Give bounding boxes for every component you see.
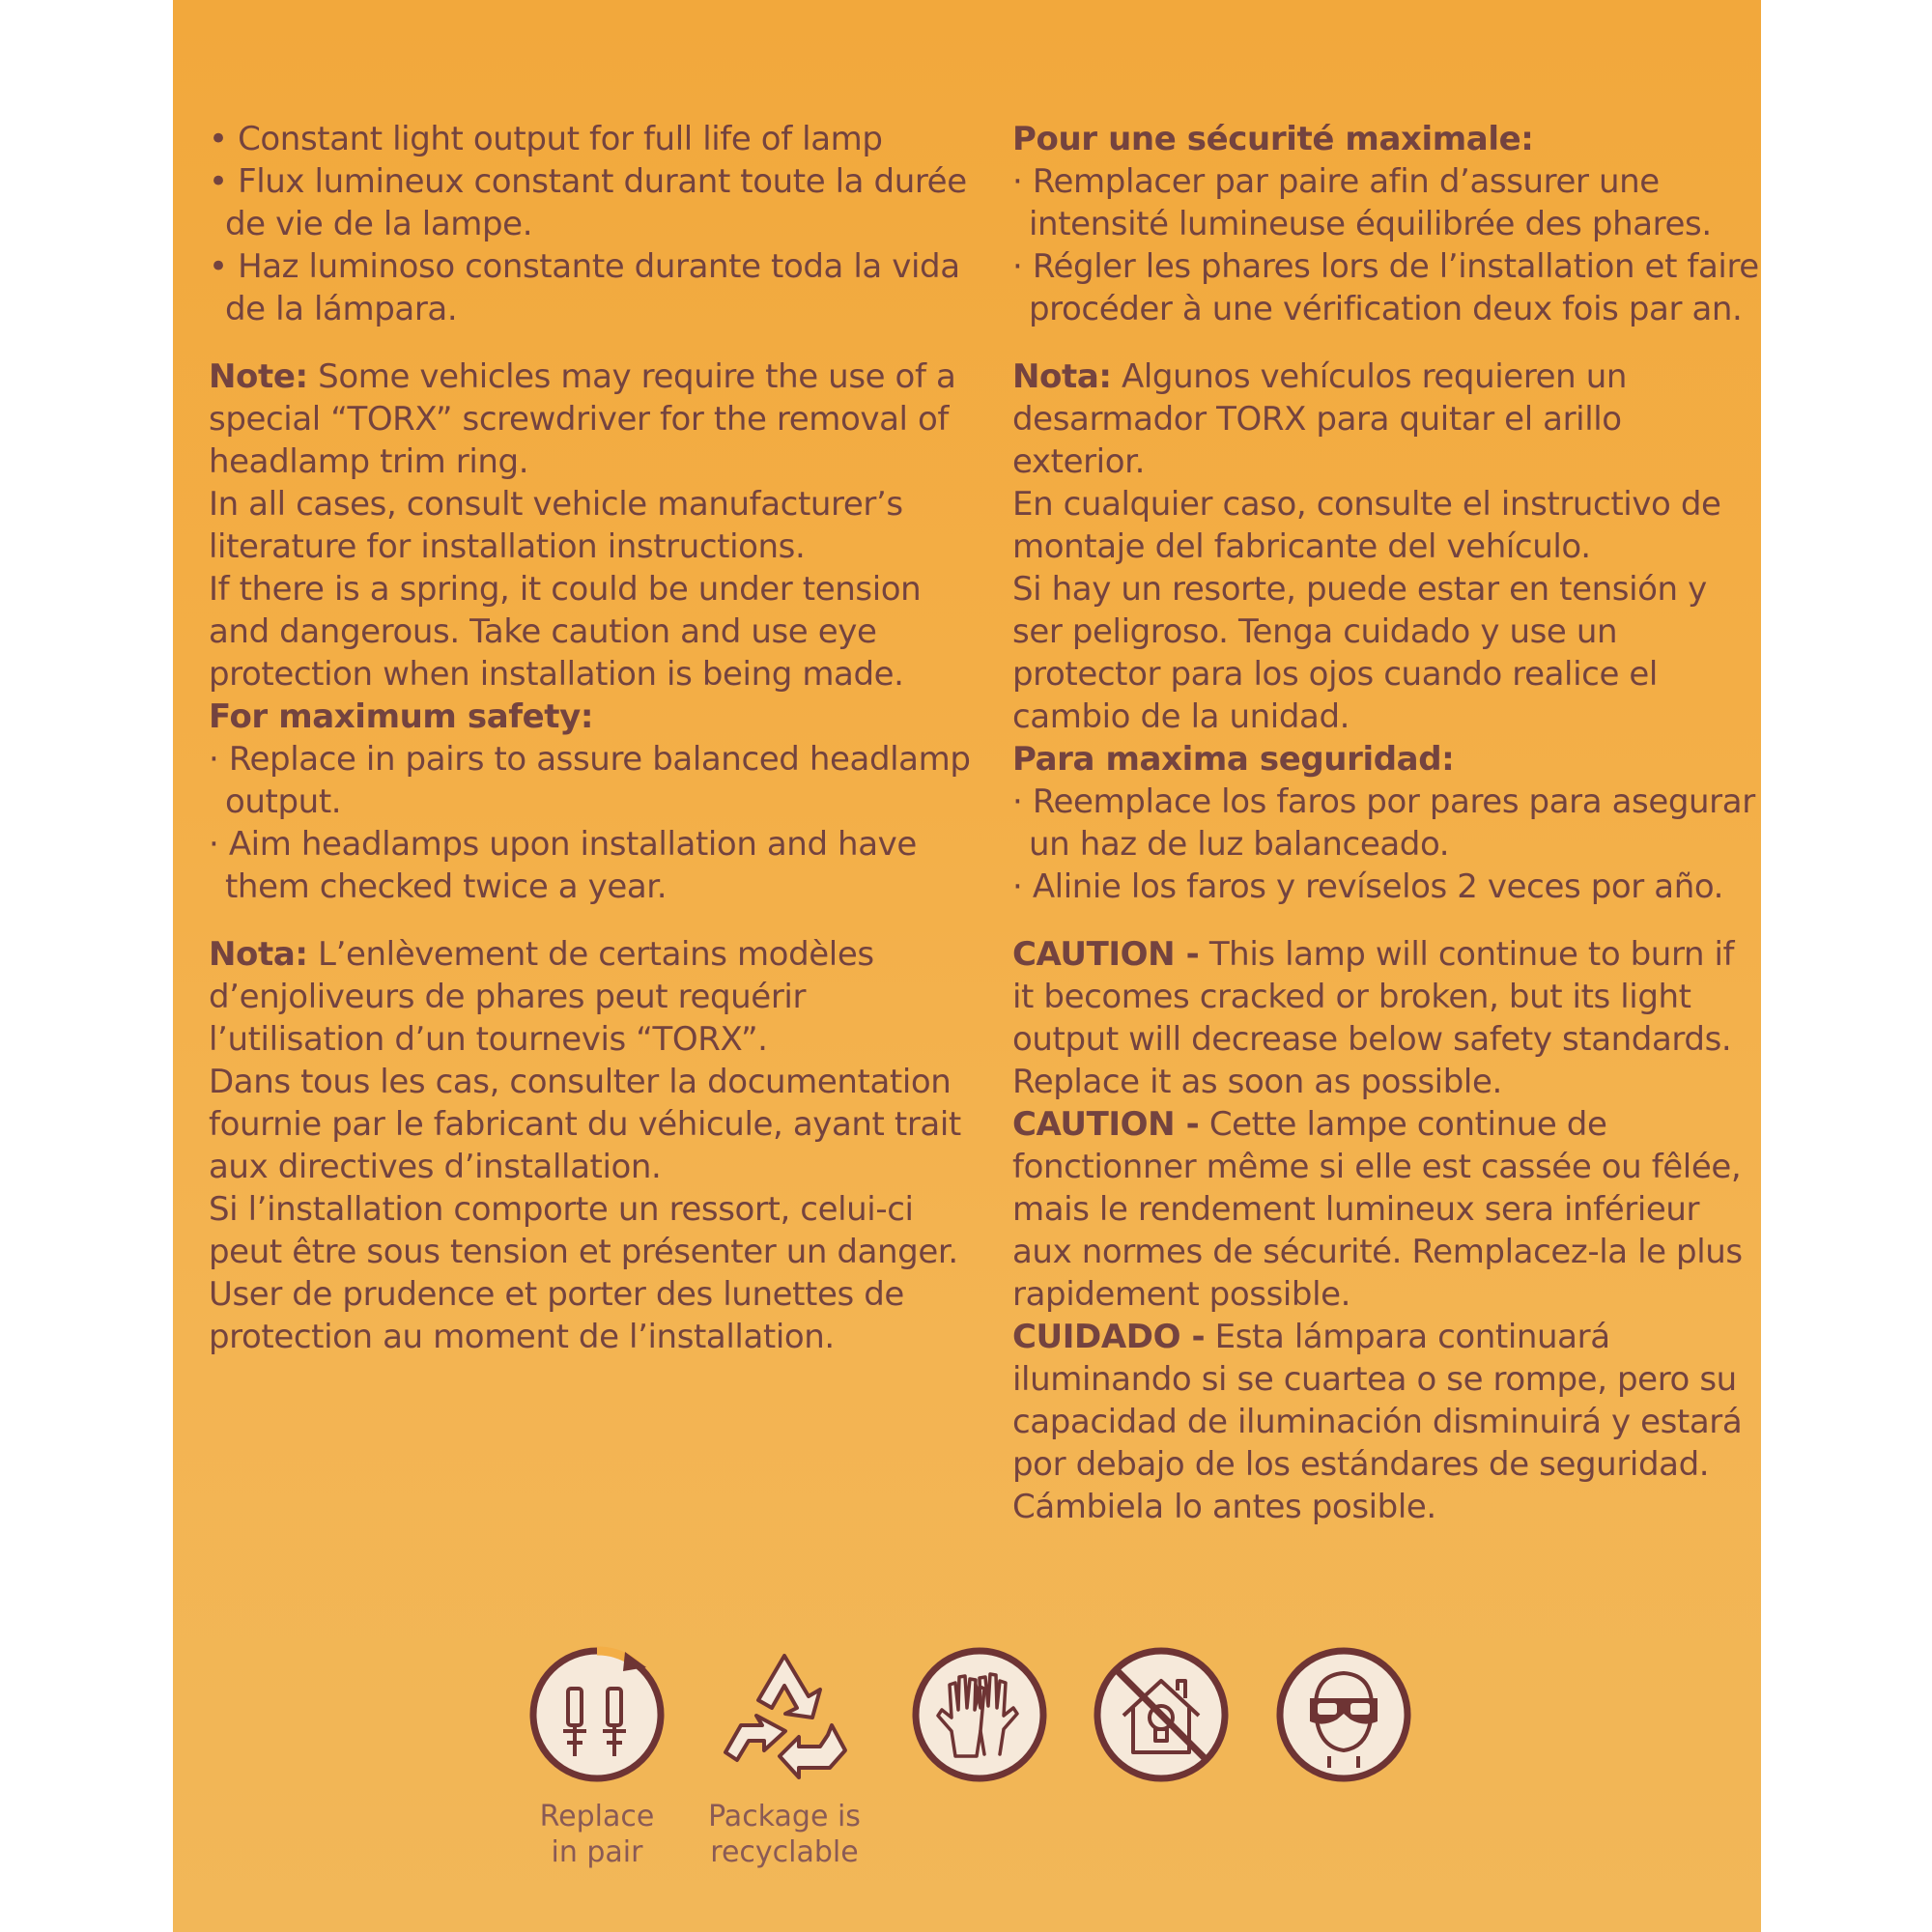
safety-fr-heading: Pour une sécurité maximale: — [1012, 120, 1534, 158]
recycle-icon — [712, 1642, 857, 1787]
icon-row — [173, 1642, 1761, 1932]
package-back-panel — [173, 0, 1761, 1932]
caution-fr-label: CAUTION - — [1012, 1105, 1200, 1144]
safety-en-heading: For maximum safety: — [209, 697, 594, 736]
note-es-label: Nota: — [1012, 357, 1112, 396]
eye-protection-icon — [1271, 1642, 1416, 1787]
note-fr-text3: Si l’installation comporte un ressort, celui-ci peut être sous tension et présenter un danger. User de prudence et porter des lunettes de protection au moment de l’installation. — [209, 1190, 958, 1356]
feature-fr: • Flux lumineux constant durant toute la durée de vie de la lampe. — [209, 162, 967, 243]
replace-in-pair-icon — [525, 1642, 669, 1787]
safety-en-item-1-text: Replace in pairs to assure balanced headlamp output. — [225, 740, 971, 821]
note-fr-label: Nota: — [209, 935, 308, 974]
caution-fr — [1012, 1103, 1761, 1316]
note-en-1 — [209, 355, 981, 483]
safety-en-item: · Replace in pairs to assure balanced headlamp output. — [209, 740, 971, 821]
safety-es-item-1-text: Reemplace los faros por pares para asegurar un haz de luz balanceado. — [1029, 782, 1755, 864]
safety-fr-item: · Remplacer par paire afin d’assurer une intensité lumineuse équilibrée des phares. — [1012, 162, 1712, 243]
note-fr-text1: L’enlèvement de certains modèles d’enjoliveurs de phares peut requérir l’utilisation d’un tournevis “TORX”. — [209, 935, 874, 1059]
replace-in-pair-line1: Replace — [539, 1800, 655, 1833]
left-column — [209, 118, 981, 1358]
note-en-text2: In all cases, consult vehicle manufacturer’s literature for installation instructions. — [209, 485, 903, 566]
caution-fr-text: Cette lampe continue de fonctionner même si elle est cassée ou fêlée, mais le rendement lumineux sera inférieur aux normes de sécurité. Remplacez-la le plus rapidement possible. — [1012, 1105, 1743, 1314]
recyclable-line2: recyclable — [710, 1835, 859, 1869]
safety-en-item: · Aim headlamps upon installation and have them checked twice a year. — [209, 825, 917, 906]
feature-fr-text: Flux lumineux constant durant toute la durée de vie de la lampe. — [225, 162, 967, 243]
recyclable-label — [678, 1799, 891, 1870]
caution-es-text: Esta lámpara continuará iluminando si se cuartea o se rompe, pero su capacidad de iluminación disminuirá y estará por debajo de los estándares de seguridad. Cámbiela lo antes posible. — [1012, 1318, 1743, 1526]
caution-en — [1012, 933, 1761, 1103]
safety-fr-item-1-text: Remplacer par paire afin d’assurer une intensité lumineuse équilibrée des phares. — [1029, 162, 1712, 243]
note-es-1 — [1012, 355, 1761, 483]
note-fr-text2: Dans tous les cas, consulter la documentation fournie par le fabricant du véhicule, ayant trait aux directives d’installation. — [209, 1063, 961, 1186]
safety-es-heading: Para maxima seguridad: — [1012, 740, 1455, 779]
safety-es-item: · Reemplace los faros por pares para asegurar un haz de luz balanceado. — [1012, 782, 1755, 864]
note-en-text3: If there is a spring, it could be under tension and dangerous. Take caution and use eye protection when installation is being made. — [209, 570, 922, 694]
note-en-text1: Some vehicles may require the use of a special “TORX” screwdriver for the removal of headlamp trim ring. — [209, 357, 956, 481]
feature-en-text: Constant light output for full life of lamp — [238, 120, 883, 158]
no-household-use-icon — [1089, 1642, 1234, 1787]
safety-en-item-2-text: Aim headlamps upon installation and have them checked twice a year. — [225, 825, 917, 906]
caution-es — [1012, 1316, 1761, 1528]
replace-in-pair-line2: in pair — [551, 1835, 643, 1869]
caution-en-label: CAUTION - — [1012, 935, 1200, 974]
feature-es-text: Haz luminoso constante durante toda la vida de la lámpara. — [225, 247, 960, 328]
replace-in-pair-label — [491, 1799, 703, 1870]
note-fr-1 — [209, 933, 981, 1061]
feature-en: • Constant light output for full life of lamp — [209, 120, 883, 158]
safety-fr-item-2-text: Régler les phares lors de l’installation et faire procéder à une vérification deux fois par an. — [1029, 247, 1759, 328]
caution-es-label: CUIDADO - — [1012, 1318, 1206, 1356]
safety-fr-item: · Régler les phares lors de l’installation et faire procéder à une vérification deux fois par an. — [1012, 247, 1759, 328]
recyclable-line1: Package is — [708, 1800, 861, 1833]
safety-es-item: · Alinie los faros y revíselos 2 veces por año. — [1012, 867, 1724, 906]
note-es-text3: Si hay un resorte, puede estar en tensión y ser peligroso. Tenga cuidado y use un protector para los ojos cuando realice el cambio de la unidad. — [1012, 570, 1707, 736]
feature-es: • Haz luminoso constante durante toda la vida de la lámpara. — [209, 247, 960, 328]
note-es-text2: En cualquier caso, consulte el instructivo de montaje del fabricante del vehículo. — [1012, 485, 1721, 566]
right-column — [1012, 118, 1761, 1528]
caution-en-text: This lamp will continue to burn if it becomes cracked or broken, but its light output will decrease below safety standards. Replace it as soon as possible. — [1012, 935, 1735, 1101]
note-en-label: Note: — [209, 357, 308, 396]
gloves-icon — [907, 1642, 1052, 1787]
safety-es-item-2-text: Alinie los faros y revíselos 2 veces por año. — [1032, 867, 1724, 906]
note-es-text1: Algunos vehículos requieren un desarmador TORX para quitar el arillo exterior. — [1012, 357, 1628, 481]
